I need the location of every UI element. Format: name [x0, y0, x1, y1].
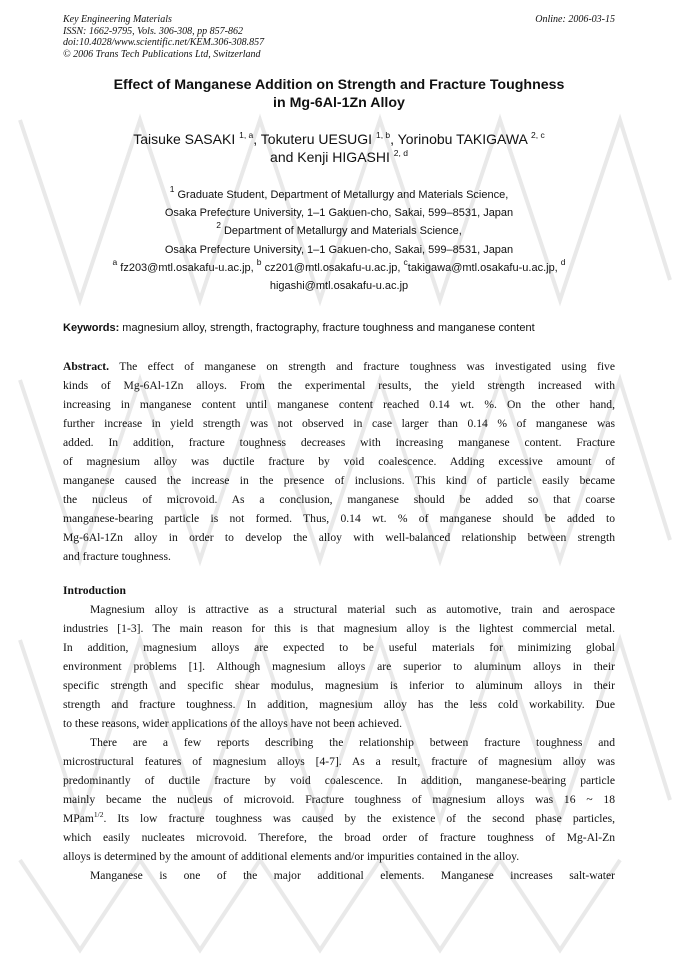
affiliation-line: Osaka Prefecture University, 1–1 Gakuen-cho, Sakai, 599–8531, Japan — [164, 243, 514, 256]
intro-line: Manganese is one of the major additional elements. Manganese increases salt-water — [90, 869, 615, 882]
intro-line: which easily nucleates microvoid. Therefore, the broad order of fracture toughness of Mg-Al-Zn — [63, 831, 615, 844]
affiliations — [63, 186, 615, 295]
title-line-1: Effect of Manganese Addition on Strength and Fracture Toughness — [113, 77, 565, 93]
abstract-line: manganese-bearing particle is not formed. Thus, 0.14 wt. % of manganese should be added to — [63, 512, 615, 525]
abstract-line: of magnesium alloy was ductile fracture by void coalescence. Adding excessive amount of — [63, 455, 615, 468]
email-mark: d — [560, 256, 566, 267]
abstract-line: kinds of Mg-6Al-1Zn alloys. From the experimental results, the yield strength increased with — [63, 379, 615, 392]
intro-line: mainly became the nucleus of microvoid. Fracture toughness of magnesium alloys was 16 ~ 18 — [63, 793, 615, 806]
affiliation-text: Department of Metallurgy and Materials Science, — [220, 225, 462, 238]
abstract-line: added. In addition, fracture toughness decreases with increasing manganese content. Fracture — [63, 436, 615, 449]
author-name: Taisuke SASAKI — [133, 131, 236, 147]
intro-line — [63, 809, 615, 828]
intro-text: . Its low fracture toughness was caused by the existence of the second phase particles, — [103, 812, 615, 825]
journal-header — [63, 14, 463, 60]
copyright-line: © 2006 Trans Tech Publications Ltd, Switzerland — [63, 48, 261, 60]
affiliation-line: Osaka Prefecture University, 1–1 Gakuen-cho, Sakai, 599–8531, Japan — [164, 207, 514, 220]
intro-line: Magnesium alloy is attractive as a structural material such as automotive, train and aerospace — [90, 603, 615, 616]
online-date: Online: 2006-03-15 — [535, 14, 615, 25]
section-heading — [63, 581, 615, 600]
intro-unit: MPam — [63, 812, 94, 825]
abstract-line — [63, 357, 615, 376]
keywords — [63, 321, 623, 335]
abstract-line: increasing in manganese content until manganese content reached 0.14 wt. %. On the other hand, — [63, 398, 615, 411]
paper-title — [63, 76, 615, 112]
intro-line: microstructural features of magnesium alloys [4-7]. As a result, fracture of magnesium alloy was — [63, 755, 615, 768]
abstract-line: the nucleus of microvoid. As a conclusion, manganese should be added so that coarse — [63, 493, 615, 506]
keywords-text: magnesium alloy, strength, fractography, fracture toughness and manganese content — [119, 322, 535, 334]
intro-line: specific strength and specific shear modulus, magnesium is inferior to aluminum alloys in their — [63, 679, 615, 692]
issn-line: ISSN: 1662-9795, Vols. 306-308, pp 857-862 — [63, 25, 243, 37]
intro-line: strength and fracture toughness. In addition, magnesium alloy has the less cold workability. Due — [63, 698, 615, 711]
author-name: and Kenji HIGASHI — [270, 149, 390, 165]
affiliation-text: Graduate Student, Department of Metallurgy and Materials Science, — [174, 189, 509, 201]
author-name: , Tokuteru UESUGI — [253, 131, 373, 147]
email-mark: a — [112, 256, 118, 267]
email-line — [63, 256, 615, 277]
abstract-label: Abstract. — [63, 360, 110, 373]
author-affiliation-mark: 2, d — [393, 148, 408, 158]
intro-line: predominantly of ductile fracture by void coalescence. In addition, manganese-bearing particle — [63, 774, 615, 787]
intro-line: There are a few reports describing the relationship between fracture toughness and — [90, 736, 615, 749]
email-mark: c — [403, 256, 408, 267]
author-affiliation-mark: 2, c — [531, 130, 545, 140]
email-line: higashi@mtl.osakafu-u.ac.jp — [269, 280, 409, 293]
email-mark: b — [256, 256, 262, 267]
author-line-2 — [63, 148, 615, 166]
introduction-heading: Introduction — [63, 584, 126, 597]
abstract-text: The effect of manganese on strength and fracture toughness was investigated using five — [109, 360, 615, 373]
affiliation-mark: 2 — [216, 220, 221, 231]
intro-line: In addition, magnesium alloys are expected to be useful materials for minimizing global — [63, 641, 615, 654]
intro-exponent: 1/2 — [93, 810, 104, 819]
author-line-1 — [63, 130, 615, 148]
doi-line: doi:10.4028/www.scientific.net/KEM.306-308.857 — [63, 37, 265, 49]
affiliation-mark: 1 — [169, 184, 175, 194]
email-address: cz201@mtl.osakafu-u.ac.jp, — [264, 261, 404, 274]
intro-line: to these reasons, wider applications of the alloys have not been achieved. — [63, 717, 403, 730]
affiliation-line — [63, 186, 615, 204]
intro-line: environment problems [1]. Although magnesium alloys are superior to aluminum alloys in their — [63, 660, 615, 673]
author-affiliation-mark: 1, a — [239, 130, 254, 140]
keywords-label: Keywords: — [63, 322, 120, 334]
affiliation-line — [63, 222, 615, 240]
intro-line: alloys is determined by the amount of additional elements and/or impurities contained in the alloy. — [63, 850, 520, 863]
abstract-line: Mg-6Al-1Zn alloy in order to develop the alloy with well-balanced relationship between strength — [63, 531, 615, 544]
author-list — [63, 130, 615, 166]
abstract-line: further increase in yield strength was not observed in case larger than 0.14 % of manganese was — [63, 417, 615, 430]
title-line-2: in Mg-6Al-1Zn Alloy — [273, 95, 405, 111]
intro-line: industries [1-3]. The main reason for this is that magnesium alloy is the lightest commercial metal. — [63, 622, 615, 635]
journal-name: Key Engineering Materials — [63, 14, 172, 25]
email-address: takigawa@mtl.osakafu-u.ac.jp, — [407, 261, 561, 274]
abstract-line: manganese caused the increase in the presence of inclusions. This kind of particle easily became — [63, 474, 615, 487]
author-affiliation-mark: 1, b — [375, 130, 391, 140]
email-address: fz203@mtl.osakafu-u.ac.jp, — [120, 261, 257, 274]
abstract-line: and fracture toughness. — [63, 550, 171, 563]
author-name: , Yorinobu TAKIGAWA — [390, 131, 528, 147]
